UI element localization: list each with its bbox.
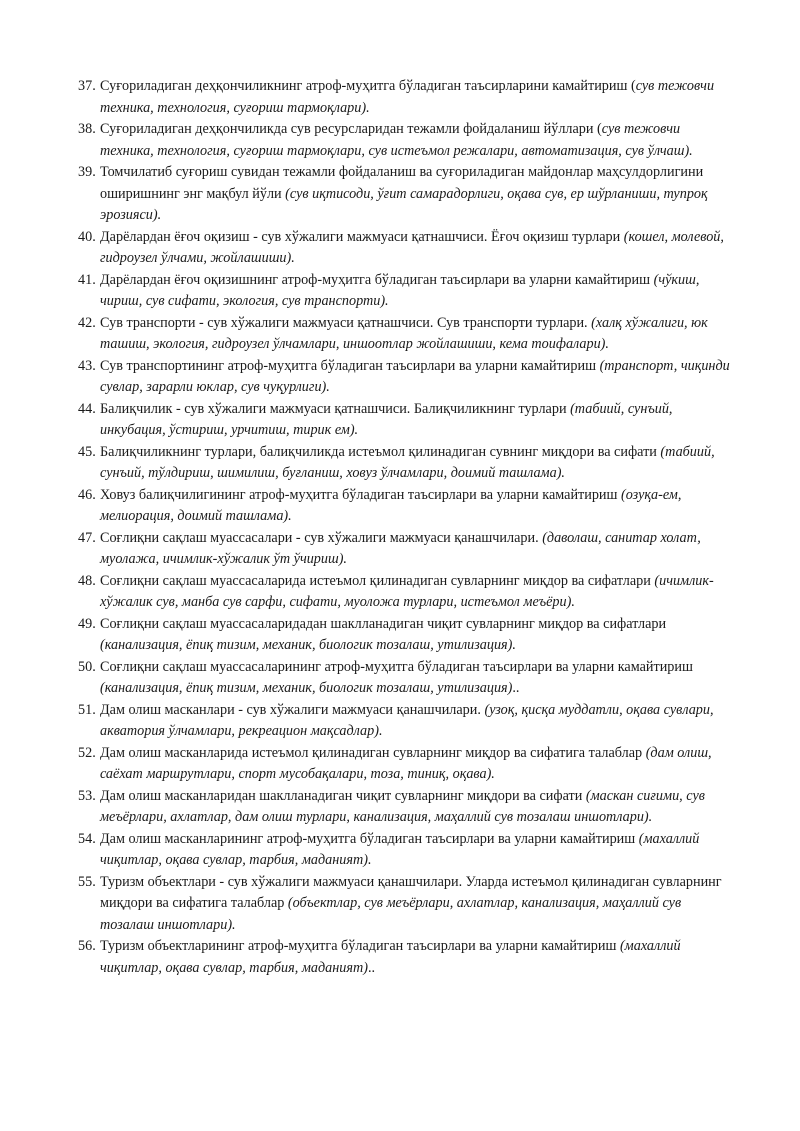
- list-item: [78, 829, 730, 872]
- item-text: Дам олиш масканларидан шаклланадиган чиқит сувларнинг миқдори ва сифати: [100, 787, 586, 804]
- item-text: Дам олиш масканлари - сув хўжалиги мажмуаси қанашчилари.: [100, 701, 485, 718]
- item-number: 37.: [78, 78, 96, 94]
- list-item: [78, 119, 730, 162]
- item-tail: ..: [367, 959, 376, 976]
- item-keywords: (ичимлик-хўжалик сув, манба сув сарфи, сифати, муоложа турлари, истеъмол меъёри).: [100, 572, 714, 610]
- list-item: [78, 743, 730, 786]
- item-text: Соғлиқни сақлаш муассасаларида истеъмол қилинадиган сувларнинг миқдор ва сифатлари: [100, 572, 655, 589]
- list-item: [78, 399, 730, 442]
- item-number: 42.: [78, 314, 96, 331]
- numbered-list: [78, 76, 730, 979]
- list-item: [78, 76, 730, 119]
- item-text: Дам олиш масканларида истеъмол қилинадиган сувларнинг миқдор ва сифатига талаблар: [100, 744, 646, 761]
- item-keywords: (канализация, ёпиқ тизим, механик, биологик тозалаш, утилизация).: [100, 637, 516, 653]
- item-keywords: (кошел, молевой, гидроузел ўлчами, жойлашиши).: [100, 228, 724, 266]
- item-text: Соғлиқни сақлаш муассасаларидадан шаклланадиган чиқит сувларнинг миқдор ва сифатлари: [100, 615, 667, 632]
- item-keywords: (дам олиш, саёхат маршрутлари, спорт мусобақалари, тоза, тиниқ, оқава).: [100, 744, 712, 782]
- item-text: Соғлиқни сақлаш муассасаларининг атроф-муҳитга бўладиган таъсирлари ва уларни камайтириш: [100, 658, 693, 675]
- item-number: 56.: [78, 938, 96, 954]
- item-text: Дарёлардан ёғоч оқизиш - сув хўжалиги мажмуаси қатнашчиси. Ёғоч оқизиш турлари: [100, 228, 624, 245]
- list-item: [78, 162, 730, 227]
- item-text: Ховуз балиқчилигининг атроф-муҳитга бўладиган таъсирлари ва уларни камайтириш: [100, 486, 621, 503]
- item-keywords: (чўкиш, чириш, сув сифати, экология, сув транспорти).: [100, 271, 700, 309]
- item-number: 44.: [78, 400, 96, 417]
- item-number: 46.: [78, 486, 96, 503]
- item-keywords: сув тежовчи техника, технология, суғориш тармоқлари, сув истеъмол режалари, автоматизация, сув ўлчаш).: [100, 121, 693, 159]
- item-text: Сув транспорти - сув хўжалиги мажмуаси қатнашчиси. Сув транспорти турлари.: [100, 314, 592, 331]
- list-item: [78, 657, 730, 700]
- list-item: [78, 872, 730, 937]
- item-keywords: (сув иқтисоди, ўғит самарадорлиги, оқава сув, ер шўрланиши, тупроқ эрозияси).: [100, 185, 708, 223]
- item-number: 52.: [78, 744, 96, 761]
- item-keywords: (канализация, ёпиқ тизим, механик, биологик тозалаш, утилизация): [100, 680, 513, 696]
- list-item: [78, 614, 730, 657]
- list-item: [78, 442, 730, 485]
- item-tail: ..: [512, 680, 520, 696]
- item-keywords: (махаллий чиқитлар, оқава сувлар, тарбия, маданият): [100, 938, 681, 976]
- item-number: 55.: [78, 873, 96, 890]
- item-number: 48.: [78, 572, 96, 589]
- item-number: 53.: [78, 787, 96, 804]
- list-item: [78, 313, 730, 356]
- list-item: [78, 227, 730, 270]
- item-number: 41.: [78, 271, 96, 288]
- item-text: Соғлиқни сақлаш муассасалари - сув хўжалиги мажмуаси қанашчилари.: [100, 529, 543, 546]
- item-keywords: (узоқ, қисқа муддатли, оқава сувлари, акватория ўлчамлари, рекреацион мақсадлар).: [100, 701, 714, 739]
- list-item: [78, 485, 730, 528]
- item-number: 49.: [78, 615, 96, 632]
- item-keywords: (озуқа-ем, мелиорация, доимий ташлама).: [100, 486, 682, 524]
- list-item: [78, 571, 730, 614]
- item-keywords: (табиий, сунъий, инкубация, ўстириш, урчитиш, тирик ем).: [100, 400, 673, 438]
- list-item: [78, 528, 730, 571]
- item-number: 43.: [78, 357, 96, 374]
- item-text: Туризм объектларининг атроф-муҳитга бўладиган таъсирлари ва уларни камайтириш: [100, 938, 620, 954]
- item-keywords: (даволаш, санитар холат, муолажа, ичимлик-хўжалик ўт ўчириш).: [100, 529, 701, 567]
- item-number: 50.: [78, 658, 96, 675]
- item-text: Дарёлардан ёғоч оқизишнинг атроф-муҳитга бўладиган таъсирлари ва уларни камайтириш: [100, 271, 654, 288]
- item-number: 45.: [78, 443, 96, 460]
- item-keywords: (маскан сиғими, сув меъёрлари, ахлатлар, дам олиш турлари, канализация, маҳаллий сув тозалаш иншотлари).: [100, 787, 705, 825]
- item-number: 47.: [78, 529, 96, 546]
- list-item: [78, 786, 730, 829]
- list-item: [78, 700, 730, 743]
- item-keywords: (табиий, сунъий, тўлдириш, шимилиш, буғланиш, ховуз ўлчамлари, доимий ташлама).: [100, 443, 715, 481]
- item-text: Балиқчиликнинг турлари, балиқчиликда истеъмол қилинадиган сувнинг миқдори ва сифати: [100, 443, 661, 460]
- item-text: Суғориладиган деҳқончиликда сув ресурсларидан тежамли фойдаланиш йўллари (: [100, 121, 602, 137]
- list-item: [78, 936, 730, 979]
- item-number: 39.: [78, 164, 96, 180]
- item-keywords: (махаллий чиқитлар, оқава сувлар, тарбия, маданият).: [100, 830, 700, 868]
- item-keywords: (объектлар, сув меъёрлари, ахлатлар, канализация, маҳаллий сув тозалаш иншотлари).: [100, 895, 682, 933]
- item-number: 40.: [78, 228, 96, 245]
- item-number: 38.: [78, 121, 96, 137]
- item-text: Сув транспортининг атроф-муҳитга бўладиган таъсирлари ва уларни камайтириш: [100, 357, 600, 374]
- item-text: Туризм объектлари - сув хўжалиги мажмуаси қанашчилари. Уларда истеъмол қилинадиган сувларнинг миқдори ва сифатига талаблар: [100, 873, 722, 911]
- item-text: Томчилатиб суғориш сувидан тежамли фойдаланиш ва суғориладиган майдонлар маҳсулдорлигини оширишнинг энг мақбул йўли: [100, 164, 704, 202]
- item-number: 51.: [78, 701, 96, 718]
- item-keywords: (транспорт, чиқинди сувлар, зарарли юклар, сув чуқурлиги).: [100, 357, 730, 395]
- item-keywords: сув тежовчи техника, технология, суғориш тармоқлари).: [100, 78, 715, 116]
- item-keywords: (халқ хўжалиги, юк ташиш, экология, гидроузел ўлчамлари, иншоотлар жойлашиши, кема тоифалари).: [100, 314, 708, 352]
- item-number: 54.: [78, 830, 96, 847]
- item-text: Балиқчилик - сув хўжалиги мажмуаси қатнашчиси. Балиқчиликнинг турлари: [100, 400, 571, 417]
- list-item: [78, 270, 730, 313]
- list-item: [78, 356, 730, 399]
- item-text: Суғориладиган деҳқончиликнинг атроф-муҳитга бўладиган таъсирларини камайтириш (: [100, 78, 636, 94]
- item-text: Дам олиш масканларининг атроф-муҳитга бўладиган таъсирлари ва уларни камайтириш: [100, 830, 639, 847]
